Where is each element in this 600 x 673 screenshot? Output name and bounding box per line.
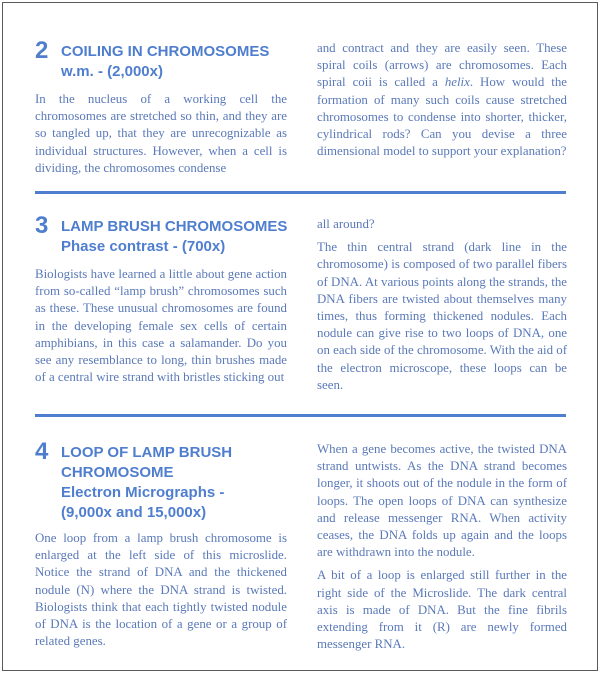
body-paragraph: all around? <box>317 217 375 231</box>
text-run: . How would the formation of many such coils cause stretched chromosomes to condense into shorter, thicker, cylindrical rods? Can you devise a three dimensional model to support your explanation? <box>317 75 567 159</box>
section-left-column <box>35 214 287 386</box>
section-title <box>61 39 269 82</box>
title-line: w.m. - (2,000x) <box>61 63 163 80</box>
body-paragraph: A bit of a loop is enlarged still further in the right side of the Microslide. The dark central axis is made of DNA. But the fine fibrils extending from it (R) are newly formed messenger RNA. <box>317 568 567 652</box>
title-line: LOOP OF LAMP BRUSH <box>61 444 233 461</box>
section-divider <box>35 191 566 194</box>
section-title <box>61 214 287 257</box>
section-left-column <box>35 39 287 177</box>
section-right-column <box>317 216 567 394</box>
section-divider <box>35 414 566 417</box>
section-number: 3 <box>35 212 49 239</box>
title-line: LAMP BRUSH CHROMOSOMES <box>61 218 288 235</box>
title-line: COILING IN CHROMOSOMES <box>61 43 270 60</box>
section-number: 4 <box>35 438 49 465</box>
body-paragraph: Biologists have learned a little about gene action from so-called “lamp brush” chromosomes such as these. These unusual chromosomes are found in the developing female sex cells of certain amphibians, in this case a salamander. Do you see any resemblance to long, thin brushes made of a central wire strand with bristles sticking out <box>35 267 287 385</box>
title-line: Phase contrast - (700x) <box>61 238 226 255</box>
title-line: Electron Micrographs - <box>61 484 225 501</box>
emphasis-term: helix <box>444 75 470 90</box>
section-right-column <box>317 441 567 653</box>
body-paragraph: When a gene becomes active, the twisted DNA strand untwists. As the DNA strand becomes longer, it shoots out of the nodule in the form of loops. The open loops of DNA can synthesize and release messenger RNA. When activity ceases, the DNA folds up again and the loops are withdrawn into the nodule. <box>317 442 567 560</box>
text-run: and contract and they are easily seen. These spiral coils (arrows) are chromosomes. Each spiral coii is called a <box>317 41 567 90</box>
body-paragraph <box>317 40 567 160</box>
title-line: (9,000x and 15,000x) <box>61 504 207 521</box>
section-number: 2 <box>35 37 49 64</box>
section-left-column <box>35 440 287 650</box>
body-paragraph: The thin central strand (dark line in the chromosome) is composed of two parallel fibers of DNA. At various points along the strands, the DNA fibers are twisted about themselves many times, thus forming thickened nodules. Each nodule can give rise to two loops of DNA, one on each side of the chromosome. With the aid of the electron microscope, these loops can be seen. <box>317 240 567 392</box>
section-right-column <box>317 40 567 160</box>
title-line: CHROMOSOME <box>61 464 174 481</box>
body-paragraph: One loop from a lamp brush chromosome is enlarged at the left side of this microslide. Notice the strand of DNA and the thickened nodule (N) where the DNA strand is twisted. Biologists think that each tightly twisted nodule of DNA is the location of a gene or a group of related genes. <box>35 531 287 649</box>
body-paragraph: In the nucleus of a working cell the chromosomes are stretched so thin, and they are so tangled up, that they are unrecognizable as individual structures. However, when a cell is dividing, the chromosomes condense <box>35 92 287 175</box>
section-title <box>61 440 232 523</box>
section-heading <box>35 39 287 82</box>
section-heading <box>35 440 287 523</box>
section-heading <box>35 214 287 257</box>
